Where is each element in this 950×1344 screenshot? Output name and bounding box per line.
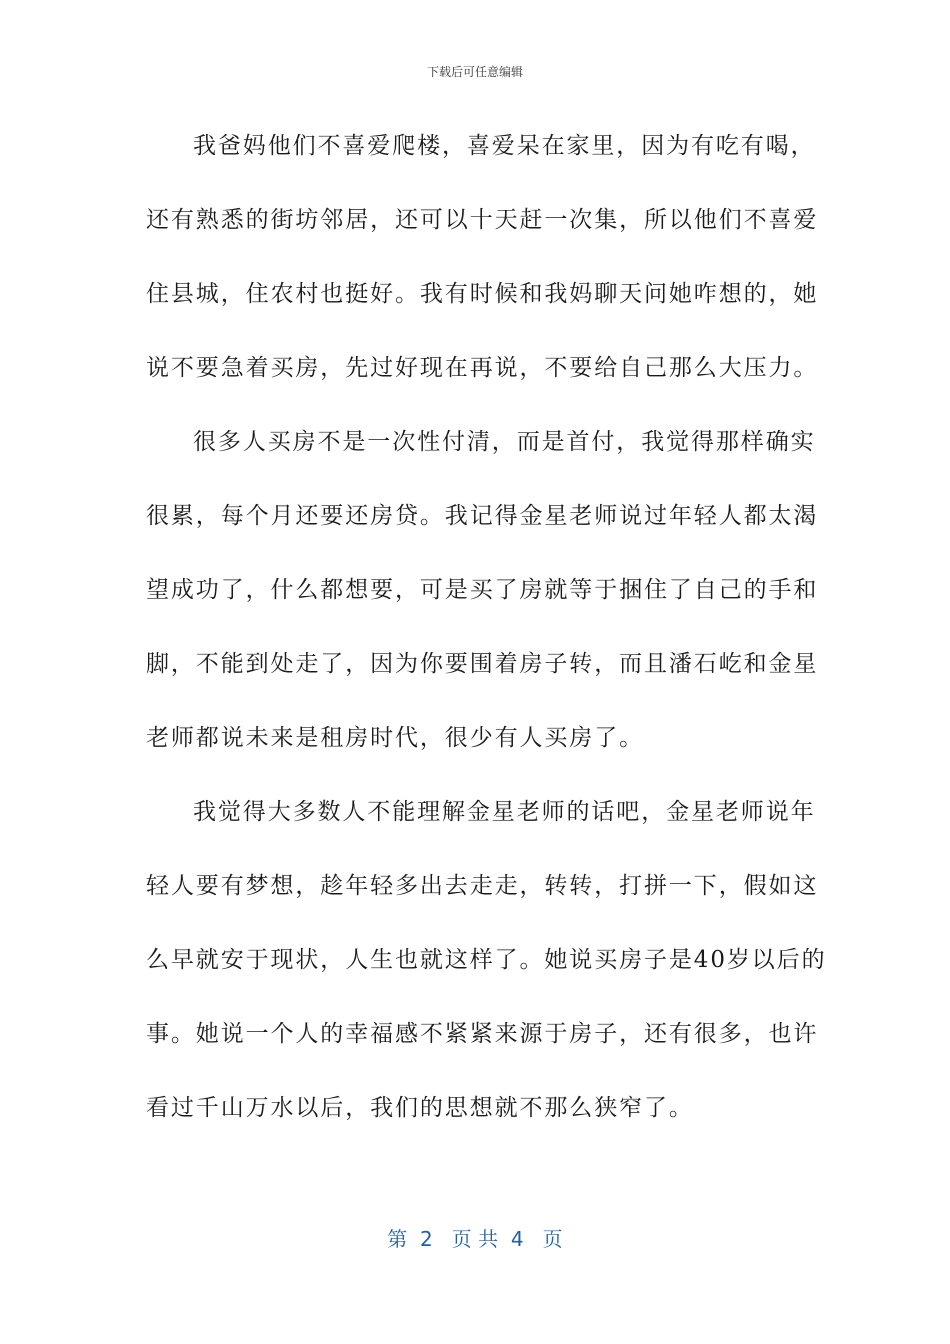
paragraph-3-line-1: 我觉得大多数人不能理解金星老师的话吧，金星老师说年 [193, 799, 816, 825]
paragraph-1-line-2: 还有熟悉的街坊邻居，还可以十天赶一次集，所以他们不喜爱 [146, 207, 819, 233]
page-header-note: 下载后可任意编辑 [426, 65, 523, 79]
page-number-text: 第 2 页 共 4 页 [387, 1227, 563, 1251]
paragraph-1-line-4: 说不要急着买房，先过好现在再说，不要给自己那么大压力。 [146, 355, 819, 381]
paragraph-3-line-5: 看过千山万水以后，我们的思想就不那么狭窄了。 [146, 1095, 694, 1121]
document-body [146, 126, 827, 1162]
paragraph-2-line-1: 很多人买房不是一次性付清，而是首付，我觉得那样确实 [193, 429, 816, 455]
page-number-footer [0, 1226, 950, 1252]
paragraph-3-line-4: 事。她说一个人的幸福感不紧紧来源于房子，还有很多，也许 [146, 1021, 819, 1047]
paragraph-2-line-5: 老师都说未来是租房时代，很少有人买房了。 [146, 725, 644, 751]
paragraph-2-line-3: 望成功了，什么都想要，可是买了房就等于捆住了自己的手和 [146, 577, 819, 603]
paragraph-2-line-2: 很累，每个月还要还房贷。我记得金星老师说过年轻人都太渴 [146, 503, 819, 529]
paragraph-2-line-4: 脚，不能到处走了，因为你要围着房子转，而且潘石屹和金星 [146, 651, 819, 677]
paragraph-1-line-3: 住县城，住农村也挺好。我有时候和我妈聊天问她咋想的，她 [146, 281, 819, 307]
paragraph-3-line-3: 么早就安于现状，人生也就这样了。她说买房子是40岁以后的 [146, 947, 827, 973]
paragraph-3-line-2: 轻人要有梦想，趁年轻多出去走走，转转，打拼一下，假如这 [146, 873, 819, 899]
paragraph-1-line-1: 我爸妈他们不喜爱爬楼，喜爱呆在家里，因为有吃有喝， [193, 133, 816, 159]
